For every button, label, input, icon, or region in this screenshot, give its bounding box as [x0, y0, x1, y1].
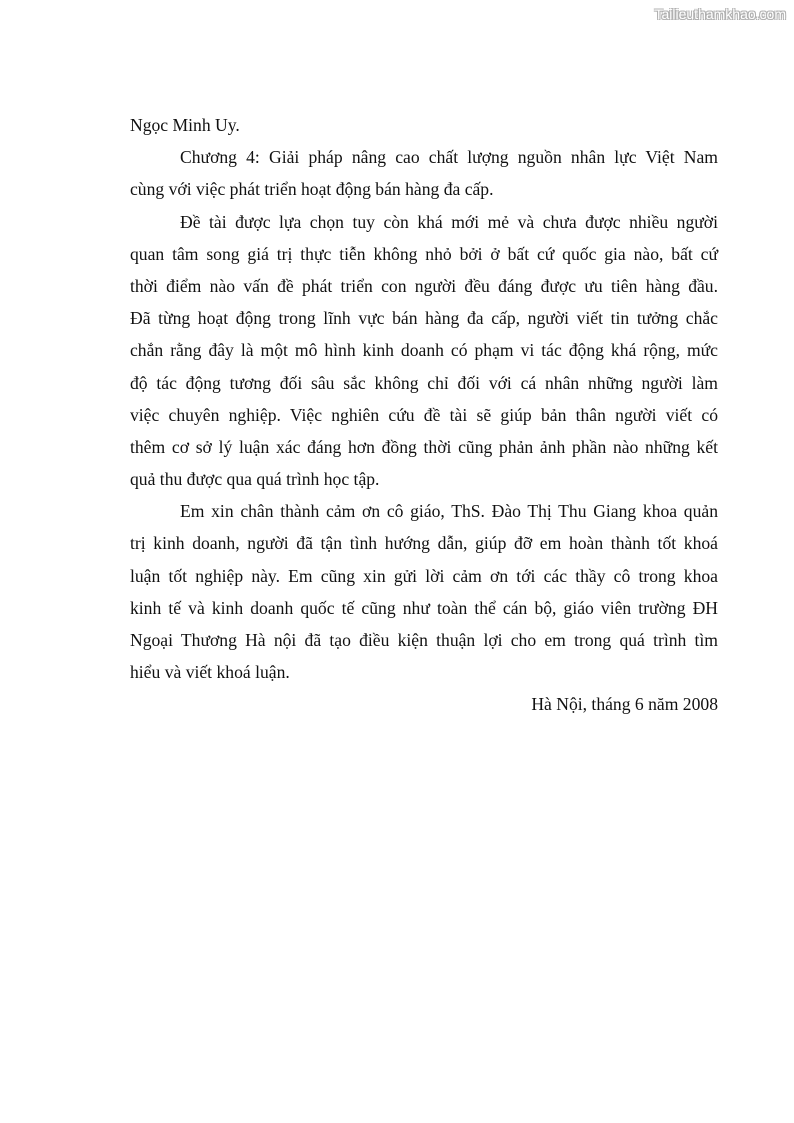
- text-line: thời điểm nào vấn đề phát triển con người đều đáng được ưu tiên hàng đầu.: [130, 275, 718, 296]
- signature-date: Hà Nội, tháng 6 năm 2008: [531, 694, 718, 715]
- text-line: Đề tài được lựa chọn tuy còn khá mới mẻ và chưa được nhiều người: [180, 211, 718, 232]
- text-line: quan tâm song giá trị thực tiễn không nhỏ bởi ở bất cứ quốc gia nào, bất cứ: [130, 243, 718, 264]
- text-line: độ tác động tương đối sâu sắc không chỉ đối với cá nhân những người làm: [130, 372, 718, 393]
- text-line: hiểu và viết khoá luận.: [130, 662, 290, 683]
- text-line: chắn rằng đây là một mô hình kinh doanh có phạm vi tác động khá rộng, mức: [130, 340, 718, 361]
- text-line: trị kinh doanh, người đã tận tình hướng dẫn, giúp đỡ em hoàn thành tốt khoá: [130, 533, 718, 554]
- text-line: Ngọc Minh Uy.: [130, 115, 240, 135]
- document-page: [130, 113, 718, 725]
- text-line: quả thu được qua quá trình học tập.: [130, 469, 380, 490]
- watermark-text: Tailieuthamkhao.com: [654, 6, 786, 22]
- text-line: luận tốt nghiệp này. Em cũng xin gửi lời cảm ơn tới các thầy cô trong khoa: [130, 565, 718, 586]
- text-line: Ngoại Thương Hà nội đã tạo điều kiện thuận lợi cho em trong quá trình tìm: [130, 630, 718, 650]
- text-line: Đã từng hoạt động trong lĩnh vực bán hàng đa cấp, người viết tin tưởng chắc: [130, 308, 718, 329]
- text-line: cùng với việc phát triển hoạt động bán hàng đa cấp.: [130, 179, 494, 200]
- text-line: Chương 4: Giải pháp nâng cao chất lượng nguồn nhân lực Việt Nam: [180, 147, 718, 168]
- text-line: Em xin chân thành cảm ơn cô giáo, ThS. Đào Thị Thu Giang khoa quản: [180, 501, 718, 522]
- text-line: việc chuyên nghiệp. Việc nghiên cứu đề tài sẽ giúp bản thân người viết có: [130, 404, 718, 425]
- text-line: thêm cơ sở lý luận xác đáng hơn đồng thời cũng phản ảnh phần nào những kết: [130, 436, 718, 457]
- text-line: kinh tế và kinh doanh quốc tế cũng như toàn thể cán bộ, giáo viên trường ĐH: [130, 597, 718, 618]
